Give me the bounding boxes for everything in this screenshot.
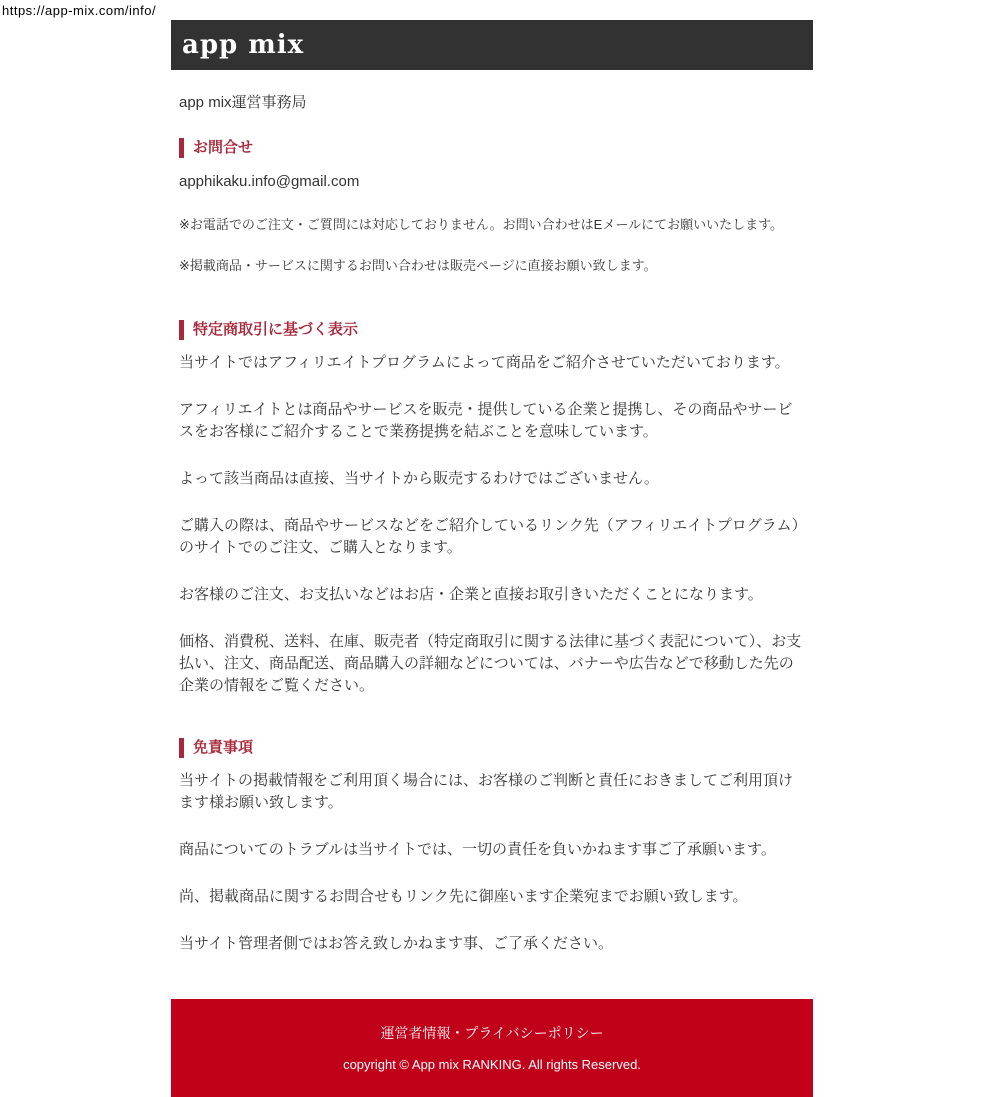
footer-privacy-policy-link[interactable]: 運営者情報・プライバシーポリシー bbox=[380, 1025, 604, 1041]
paragraph: お客様のご注文、お支払いなどはお店・企業と直接お取引きいただくことになります。 bbox=[179, 586, 763, 603]
main-column bbox=[171, 20, 813, 1097]
site-header-bar bbox=[171, 20, 813, 70]
site-title-link[interactable]: app mix bbox=[182, 30, 305, 60]
paragraph: ご購入の際は、商品やサービスなどをご紹介しているリンク先（アフィリエイトプログラム）のサイトでのご注文、ご購入となります。 bbox=[179, 517, 800, 556]
paragraph: 当サイトではアフィリエイトプログラムによって商品をご紹介させていただいております。 bbox=[179, 354, 790, 371]
paragraph: 尚、掲載商品に関するお問合せもリンク先に御座います企業宛までお願い致します。 bbox=[179, 888, 748, 905]
footer-copyright-text: copyright © App mix RANKING. All rights Reserved. bbox=[343, 1057, 641, 1072]
contact-note: ※お電話でのご注文・ご質問には対応しておりません。お問い合わせはEメールにてお願いいたします。 bbox=[179, 217, 784, 232]
paragraph: アフィリエイトとは商品やサービスを販売・提供している企業と提携し、その商品やサービスをお客様にご紹介することで業務提携を結ぶことを意味しています。 bbox=[179, 401, 793, 440]
contact-email-text: apphikaku.info@gmail.com bbox=[179, 173, 360, 190]
paragraph: 商品についてのトラブルは当サイトでは、一切の責任を負いかねます事ご了承願います。 bbox=[179, 841, 776, 858]
paragraph: よって該当商品は直接、当サイトから販売するわけではございません。 bbox=[179, 470, 659, 487]
section-heading-contact: お問合せ bbox=[179, 138, 803, 158]
paragraph: 当サイト管理者側ではお答え致しかねます事、ご了承ください。 bbox=[179, 935, 613, 952]
paragraph: 価格、消費税、送料、在庫、販売者（特定商取引に関する法律に基づく表記について）、お支払い、注文、商品配送、商品購入の詳細などについては、バナーや広告などで移動した先の企業の情報をご覧ください。 bbox=[179, 633, 802, 694]
contact-note: ※掲載商品・サービスに関するお問い合わせは販売ページに直接お願い致します。 bbox=[179, 258, 657, 273]
site-footer bbox=[171, 999, 813, 1097]
page-content bbox=[171, 93, 813, 955]
section-heading-tokutei: 特定商取引に基づく表示 bbox=[179, 320, 803, 340]
paragraph: 当サイトの掲載情報をご利用頂く場合には、お客様のご判断と責任におきましてご利用頂けます様お願い致します。 bbox=[179, 772, 793, 811]
section-heading-disclaimer: 免責事項 bbox=[179, 738, 803, 758]
page-url-text: https://app-mix.com/info/ bbox=[2, 3, 157, 18]
operator-name-text: app mix運営事務局 bbox=[179, 94, 307, 111]
